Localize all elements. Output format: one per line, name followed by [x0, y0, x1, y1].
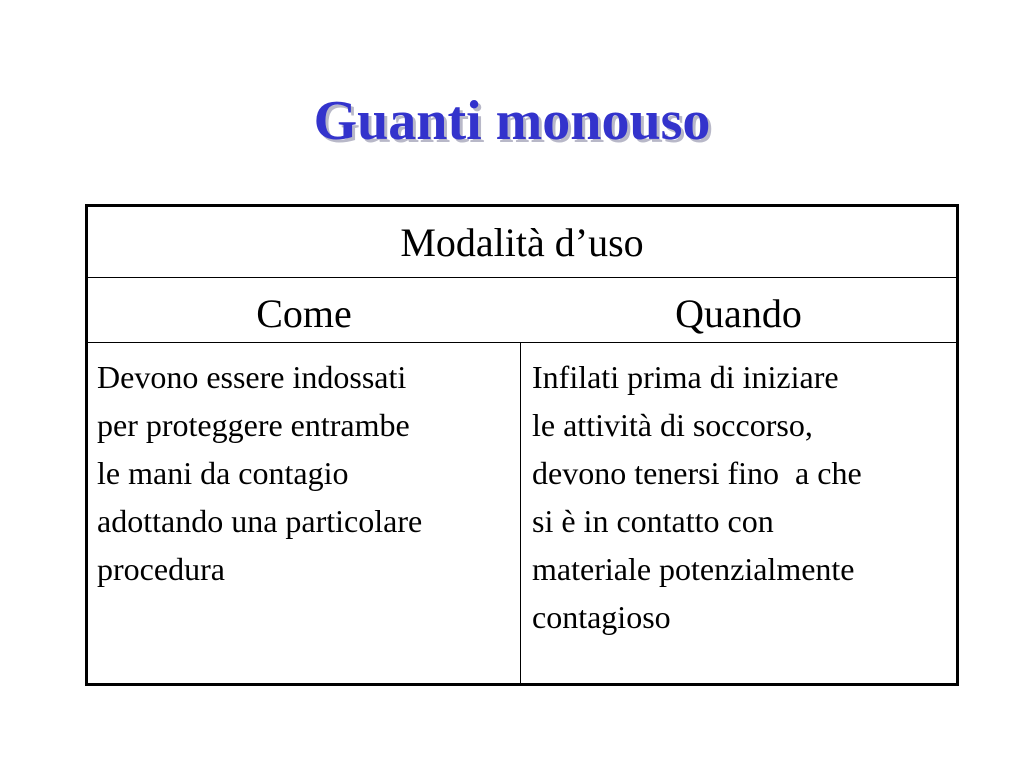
cell-quando-line: Infilati prima di iniziare: [532, 359, 839, 395]
cell-come-line: Devono essere indossati: [97, 359, 407, 395]
column-headings-row: [88, 278, 956, 343]
table-header: Modalità d’uso: [88, 207, 956, 278]
slide-title: Guanti monouso: [313, 90, 711, 152]
column-heading-quando: Quando: [675, 291, 802, 336]
cell-come-line: adottando una particolare: [97, 503, 423, 539]
cell-quando-line: materiale potenzialmente: [532, 551, 855, 587]
usage-table: [85, 204, 959, 686]
cell-quando-line: le attività di soccorso,: [532, 407, 813, 443]
cell-quando-line: contagioso: [532, 599, 671, 635]
cell-quando-line: si è in contatto con: [532, 503, 774, 539]
column-heading-come: Come: [256, 291, 352, 336]
cell-come-line: le mani da contagio: [97, 455, 349, 491]
cell-come-line: procedura: [97, 551, 225, 587]
cell-quando: [532, 353, 952, 641]
column-divider: [520, 343, 521, 683]
cell-come-line: per proteggere entrambe: [97, 407, 410, 443]
cell-come: [97, 353, 515, 593]
cell-quando-line: devono tenersi fino a che: [532, 455, 862, 491]
